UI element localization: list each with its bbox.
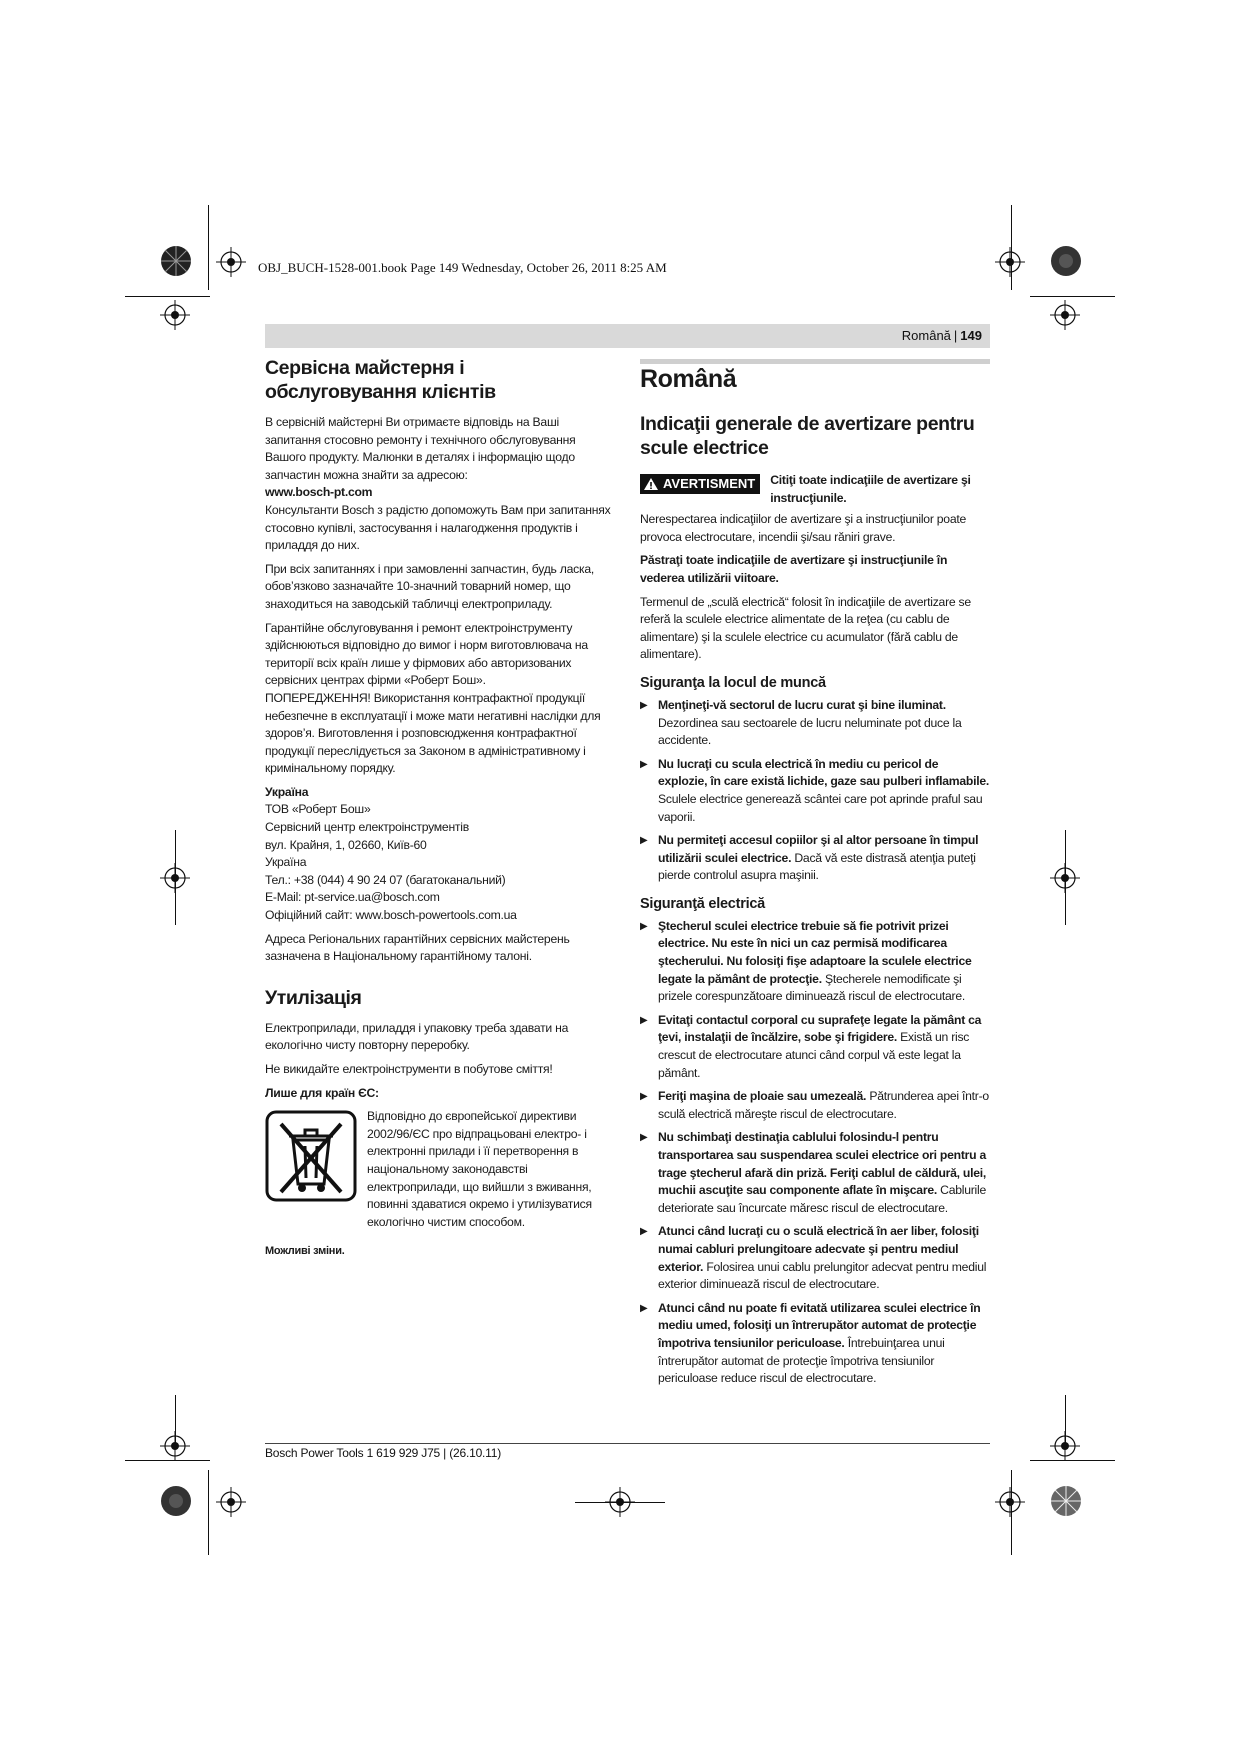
bullet-arrow-icon: ▶ (640, 1302, 648, 1314)
page-header (265, 324, 990, 348)
weee-block (265, 1108, 613, 1231)
header-language: Română (901, 328, 951, 343)
crop-line (1030, 1460, 1115, 1461)
list-item (640, 1300, 990, 1388)
address-line: вул. Крайня, 1, 02660, Київ-60 (265, 837, 427, 852)
item-bold: Atunci când lucraţi cu o sculă electrică în aer liber, folosiţi numai cabluri prelungitoare adecvate şi pentru mediul exterior. (658, 1224, 979, 1274)
country-label: Україна (265, 784, 309, 799)
crop-line (1065, 830, 1066, 925)
item-bold: Atunci când nu poate fi evitată utilizarea sculei electrice în mediu umed, folosiţi un întrerupător automat de protecţie împotriva tensiunilor periculoase. (658, 1300, 981, 1350)
bullet-arrow-icon: ▶ (640, 758, 648, 770)
registration-target-icon (216, 1487, 246, 1517)
paragraph: ПОПЕРЕДЖЕННЯ! Використання контрафактної продукції небезпечне в експлуатації і може мати негативні наслідки для здоров’я. Виготовлення і розповсюдження контрафактної продукції переслідується за Законом в адміністративному і кримінальному порядку. (265, 690, 601, 776)
color-wheel-icon (1050, 1485, 1082, 1517)
color-wheel-icon (160, 1485, 192, 1517)
list-item (640, 918, 990, 1006)
left-column (265, 356, 613, 1261)
bullet-arrow-icon: ▶ (640, 1132, 648, 1144)
list-item (640, 697, 990, 750)
paragraph: Termenul de „sculă electrică“ folosit în indicaţiile de avertizare se referă la sculele electrice alimentate de la reţea (cu cablu de alimentare) şi la sculele electrice cu acumulator (fără cablu de alimentare). (640, 594, 971, 662)
item-text: Dezordinea sau sectoarele de lucru neluminate pot duce la accidente. (658, 715, 962, 748)
weee-text: Відповідно до європейської директиви 2002/96/ЄС про відпрацьовані електро- і електронні прилади і її перетворення в національному законодавстві електроприлади, що вийшли з вживання, повинні здаватися окремо і утилізуватися екологічно чистим способом. (367, 1109, 592, 1229)
crop-line (1030, 296, 1115, 297)
service-url: www.bosch-pt.com (265, 485, 373, 500)
item-bold: Ştecherul sculei electrice trebuie să fie potrivit prizei electrice. Nu este în nici un caz permisă modificarea ştecherului. Nu folosiţi fişe adaptoare la sculele electrice legate la pământ de protecţie. (658, 918, 972, 986)
address-line: ТОВ «Роберт Бош» (265, 802, 371, 817)
registration-target-icon (1050, 300, 1080, 330)
paragraph: При всіх запитаннях і при замовленні запчастин, будь ласка, обов’язково зазначайте 10-значний товарний номер, що знаходиться на заводській табличці електроприладу. (265, 561, 595, 611)
service-heading-line: Сервісна майстерня і (265, 357, 465, 379)
right-column (640, 364, 990, 1394)
warning-badge (640, 474, 760, 494)
address-block (265, 801, 613, 924)
item-bold: Evitaţi contactul corporal cu suprafeţe legate la pământ ca ţevi, instalaţii de încălzire, sobe şi frigidere. (658, 1012, 982, 1045)
address-line: Україна (265, 855, 307, 870)
paragraph: Не викидайте електроінструменти в побутове сміття! (265, 1062, 553, 1076)
item-bold: Feriţi maşina de ploaie sau umezeală. (658, 1089, 867, 1104)
crop-line (208, 1470, 209, 1555)
paragraph-text: В сервісній майстерні Ви отримаєте відповідь на Ваші запитання стосовно ремонту і технічного обслуговування Вашого продукту. Малюнки в деталях і інформацію щодо запчастин можна знайти за адресою: (265, 415, 576, 482)
bullet-arrow-icon: ▶ (640, 1014, 648, 1026)
item-bold: Menţineţi-vă sectorul de lucru curat şi bine iluminat. (658, 697, 946, 712)
bullet-arrow-icon: ▶ (640, 699, 648, 711)
footer-rule (265, 1443, 990, 1444)
workplace-list (640, 697, 990, 885)
bullet-arrow-icon: ▶ (640, 835, 648, 847)
bullet-arrow-icon: ▶ (640, 920, 648, 932)
crossed-out-bin-icon (265, 1110, 357, 1202)
paragraph: Консультанти Bosch з радістю допоможуть Вам при запитаннях стосовно купівлі, застосування і налагодження продуктів і приладдя до них. (265, 502, 611, 553)
service-heading-line: обслуговування клієнтів (265, 381, 496, 403)
workplace-heading: Siguranţa la locul de muncă (640, 674, 826, 691)
crop-line (208, 205, 209, 290)
warning-badge-label: AVERTISMENT (663, 476, 756, 491)
electrical-list (640, 918, 990, 1388)
item-text: Întrebuinţarea unui întrerupător automat de protecţie împotriva tensiunilor periculoase reduce riscul de electrocutare. (658, 1335, 945, 1386)
warning-row (640, 472, 990, 507)
address-line: Тел.: +38 (044) 4 90 24 07 (багатоканальний) (265, 872, 506, 887)
list-item (640, 1012, 990, 1082)
paragraph-bold: Păstraţi toate indicaţiile de avertizare şi instrucţiunile în vederea utilizării viitoare. (640, 553, 948, 585)
crop-line (125, 1460, 210, 1461)
list-item (640, 1129, 990, 1217)
eu-only-label: Лише для країн ЄС: (265, 1085, 379, 1100)
page-number: 149 (960, 328, 982, 343)
warning-lead: Citiţi toate indicaţiile de avertizare şi instrucţiunile. (770, 473, 971, 505)
item-bold: Nu lucraţi cu scula electrică în mediu cu pericol de explozie, în care există lichide, gaze sau pulberi inflamabile. (658, 756, 990, 789)
crop-line (175, 1395, 176, 1445)
language-heading: Română (640, 365, 737, 393)
paragraph (265, 414, 613, 484)
warning-triangle-icon (643, 477, 659, 491)
registration-target-icon (216, 247, 246, 277)
list-item (640, 1223, 990, 1293)
disposal-heading: Утилізація (265, 986, 362, 1009)
item-bold: Nu schimbaţi destinaţia cablului folosindu-l pentru transportarea sau suspendarea sculei electrice ori pentru a trage ştecherul afară din priză. Feriţi cablul de căldură, ulei, muchii ascuţite sau componente aflate în mişcare. (658, 1130, 987, 1198)
color-wheel-icon (1050, 245, 1082, 277)
crop-line (575, 1502, 665, 1503)
registration-target-icon (160, 300, 190, 330)
general-warnings-heading: Indicaţii generale de avertizare pentru scule electrice (640, 413, 975, 459)
address-line: E-Mail: pt-service.ua@bosch.com (265, 890, 440, 905)
list-item (640, 1088, 990, 1123)
paragraph: Електроприлади, приладдя і упаковку треба здавати на екологічно чисту повторну переробку. (265, 1020, 569, 1053)
list-item (640, 756, 990, 826)
paragraph: Гарантійне обслуговування і ремонт електроінструменту здійснюються відповідно до вимог і норм виготовлювача на території всіх країн лише у фірмових або авторизованих сервісних центрах фірми «Роберт Бош». (265, 620, 588, 688)
bullet-arrow-icon: ▶ (640, 1226, 648, 1238)
item-text: Cablurile deteriorate sau încurcate măresc riscul de electrocutare. (658, 1183, 986, 1215)
page-footer: Bosch Power Tools 1 619 929 J75 | (26.10.11) (265, 1446, 502, 1460)
item-text: Sculele electrice generează scântei care pot aprinde praful sau vaporii. (658, 791, 983, 824)
service-heading (265, 356, 613, 404)
book-info: OBJ_BUCH-1528-001.book Page 149 Wednesday, October 26, 2011 8:25 AM (258, 260, 667, 275)
header-text: Română | 149 (901, 328, 982, 343)
item-text: Pătrunderea apei într-o sculă electrică măreşte riscul de electrocutare. (658, 1089, 989, 1121)
bullet-arrow-icon: ▶ (640, 1091, 648, 1103)
list-item (640, 832, 990, 885)
item-text: Folosirea unui cablu prelungitor adecvat pentru mediul exterior diminuează riscul de electrocutare. (658, 1259, 987, 1292)
item-bold: Nu permiteţi accesul copiilor şi al altor persoane în timpul utilizării sculei electrice. (658, 833, 979, 865)
item-text: Ştecherele nemodificate şi prizele corespunzătoare diminuează riscul de electrocutare. (658, 971, 966, 1004)
crop-line (125, 296, 210, 297)
item-text: Există un risc crescut de electrocutare atunci când corpul vă este legat la pământ. (658, 1030, 970, 1080)
paragraph: Nerespectarea indicaţiilor de avertizare şi a instrucţiunilor poate provoca electrocutare, incendii şi/sau răniri grave. (640, 512, 967, 544)
paragraph: Адреса Регіональних гарантійних сервісних майстерень зазначена в Національному гарантійному талоні. (265, 931, 570, 964)
address-line: Сервісний центр електроінструментів (265, 820, 469, 835)
registration-target-icon (995, 247, 1025, 277)
registration-target-icon (995, 1487, 1025, 1517)
color-wheel-icon (160, 245, 192, 277)
changes-note: Можливі зміни. (265, 1245, 345, 1258)
crop-line (1065, 1395, 1066, 1445)
item-text: Dacă vă este distrasă atenţia puteţi pierde controlul asupra maşinii. (658, 850, 976, 883)
address-line: Офіційний сайт: www.bosch-powertools.com.ua (265, 908, 517, 923)
electrical-heading: Siguranţă electrică (640, 895, 765, 912)
crop-line (175, 830, 176, 925)
